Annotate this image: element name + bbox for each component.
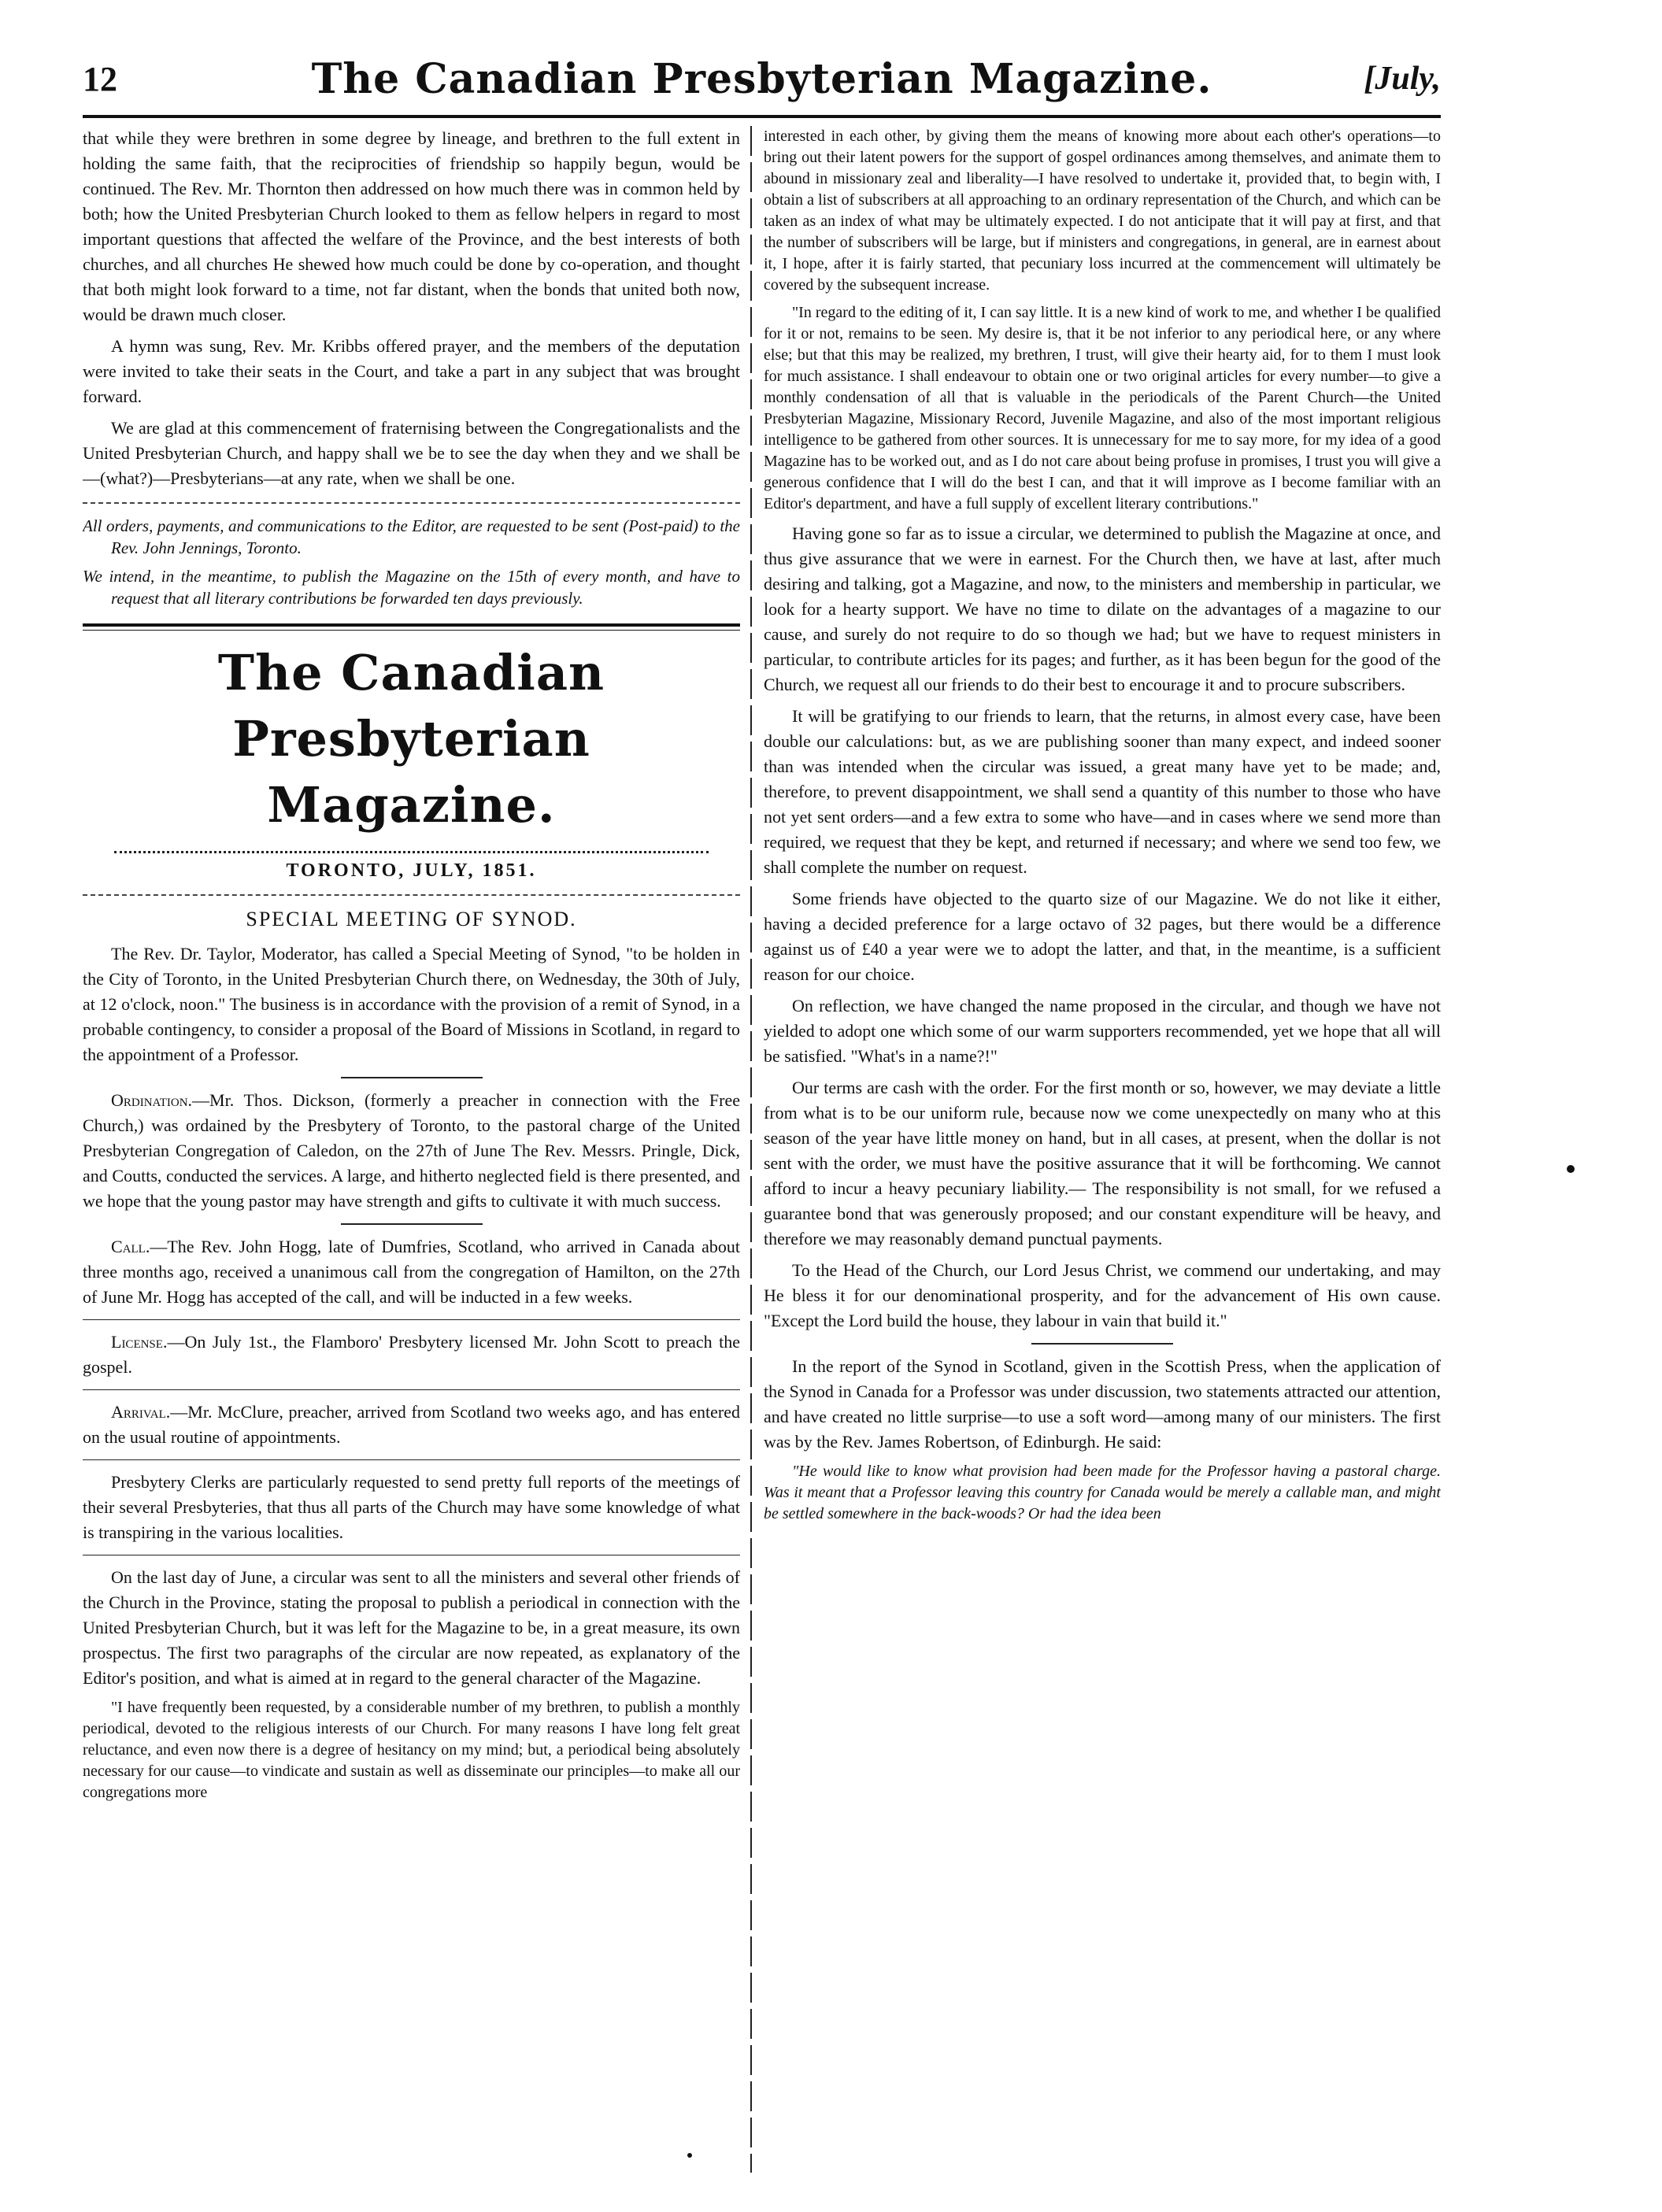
footer-mark — [687, 2153, 692, 2158]
thin-divider — [83, 1319, 740, 1320]
arrival-paragraph — [83, 1400, 740, 1450]
thin-divider — [83, 1459, 740, 1460]
text-columns — [83, 126, 1441, 2181]
dateline: TORONTO, JULY, 1851. — [286, 860, 537, 881]
ordination-paragraph — [83, 1088, 740, 1214]
ordination-lead: Ordination. — [111, 1090, 193, 1110]
right-paragraph-report: In the report of the Synod in Scotland, given in the Scottish Press, when the application of the Synod in Canada for a Professor was under discussion, two statements attracted our attention, and have created no little surprise—to use a soft word—among many of our ministers. The first was by the Rev. James Robertson, of Edinburgh. He said: — [764, 1356, 1441, 1452]
section-title: SPECIAL MEETING OF SYNOD. — [246, 908, 577, 930]
right-paragraph-circular: Having gone so far as to issue a circular, we determined to publish the Magazine at once, and thus give assurance that we were in earnest. For the Church then, we have at last, after much desiring and talking, got a Magazine, and now, to the ministers and membership in particular, we look for a hearty support. We have no time to dilate on the advantages of a magazine to our cause, and surely do not require to do so though we had; but we have to request ministers in particular, to contribute articles for its pages; and further, as it has been begun for the good of the Church, we request all our friends to do their best to encourage it and to procure subscribers. — [764, 523, 1441, 694]
right-paragraph-size: Some friends have objected to the quarto size of our Magazine. We do not like it either, having a decided preference for a large octavo of 32 pages, but there would be a difference against us of £40 a year were we to adopt the latter, and that, in the meantime, is a sufficient reason for our choice. — [764, 889, 1441, 984]
right-paragraph-returns: It will be gratifying to our friends to learn, that the returns, in almost every case, have been double our calculations: but, as we are publishing sooner than many expect, and indeed sooner than was intended when the circular was issued, a great many have yet to be made; and, therefore, to prevent disappointment, we shall send a quantity of this number to those who have not yet sent orders—and a few extra to some who have—and in cases where we send more than required, we request that they be kept, and returned if necessary; and where we send too few, we shall complete the number on request. — [764, 706, 1441, 877]
running-head — [83, 47, 1441, 110]
short-divider — [341, 1077, 483, 1078]
left-paragraph-continuation: that while they were brethren in some degree by lineage, and brethren to the full extent in holding the same faith, that the reciprocities of friendship so happily begun, would be continued. The Rev. Mr. Thornton then addressed on how much there was in common held by both; how the United Presbyterian Church looked to them as fellow helpers in regard to most important questions that affected the welfare of the Province, and the best interests of both churches, and all churches He shewed how much could be done by co-operation, and thought that both might look forward to a time, not far distant, when the bonds that united both now, would be drawn much closer. — [83, 128, 740, 324]
ordination-text: —Mr. Thos. Dickson, (formerly a preacher in connection with the Free Church,) was ordained by the Presbytery of Toronto, to the pastoral charge of the United Presbyterian Congregation of Caledon, on the 27th of June The Rev. Messrs. Pringle, Dick, and Coutts, conducted the services. A large, and hitherto neglected field is there presented, and we hope that the young pastor may have strength and gifts to cultivate it with much success. — [83, 1090, 740, 1211]
masthead-rule — [83, 623, 740, 631]
column-divider — [750, 126, 752, 2173]
dateline-rule — [83, 894, 740, 896]
masthead-title: The Canadian Presbyterian Magazine. — [217, 644, 605, 834]
right-paragraph-dedication: To the Head of the Church, our Lord Jesus Christ, we commend our undertaking, and may He bless it for our denominational prosperity, and for the advancement of His own cause. "Except the Lord build the house, they labour in vain that build it." — [764, 1260, 1441, 1330]
short-divider — [341, 1223, 483, 1225]
left-paragraph-hymn: A hymn was sung, Rev. Mr. Kribbs offered prayer, and the members of the deputation were invited to take their seats in the Court, and take a part in any subject that was brought forward. — [83, 336, 740, 406]
license-text: —On July 1st., the Flamboro' Presbytery licensed Mr. John Scott to preach the gospel. — [83, 1332, 740, 1377]
circular-quote: "I have frequently been requested, by a considerable number of my brethren, to publish a monthly periodical, devoted to the religious interests of our Church. For many reasons I have long felt great reluctance, and even now there is a degree of hesitancy on my mind; but, a periodical being absolutely necessary for our cause—to vindicate and sustain as well as disseminate our principles—to make all our congregations more — [83, 1699, 740, 1801]
masthead-ornament — [114, 842, 709, 853]
right-paragraph-terms: Our terms are cash with the order. For the first month or so, however, we may deviate a little from what is to be our uniform rule, because now we come unexpectedly on many who at this season of the year have little money on hand, but in all cases, at present, when the dollar is not sent with the order, we must have the positive assurance that it will be forthcoming. We cannot afford to incur a heavy pecuniary liability.— The responsibility is not small, for we refused a guarantee bond that was generously proposed; and our constant expenditure will be heavy, and therefore we may reasonably demand punctual payments. — [764, 1078, 1441, 1248]
call-lead: Call. — [111, 1237, 150, 1256]
arrival-text: —Mr. McClure, preacher, arrived from Scotland two weeks ago, and has entered on the usual routine of appointments. — [83, 1402, 740, 1447]
running-date: [July, — [1364, 61, 1441, 97]
editor-notice — [83, 515, 740, 609]
synod-paragraph: The Rev. Dr. Taylor, Moderator, has called a Special Meeting of Synod, "to be holden in the City of Toronto, in the United Presbyterian Church there, on Wednesday, the 30th of July, at 12 o'clock, noon." The business is in accordance with the provision of a remit of Synod, in a probable contingency, to consider a proposal of the Board of Missions in Scotland, in regard to the appointment of a Professor. — [83, 944, 740, 1064]
right-quote-editing: "In regard to the editing of it, I can say little. It is a new kind of work to me, and whether I be qualified for it or not, remains to be seen. My desire is, that it be not inferior to any periodical here, or any where else; but that this may be realized, my brethren, I trust, will give their hearty aid, for to them I must look for much assistance. I shall endeavour to obtain one or two original articles for every number—to give a monthly condensation of all that is valuable in the periodicals of the Parent Church—the United Presbyterian Magazine, Missionary Record, Juvenile Magazine, and also of the most important religious intelligence to be gathered from other sources. It is unnecessary for me to say more, for my idea of a good Magazine has to be worked out, and as I do not care about being profuse in promises, I trust you will give a generous confidence that I will do the best I can, and that it will improve as I become familiar with an Editor's department, and have a full supply of excellent literary contributions." — [764, 304, 1441, 512]
header-rule — [83, 115, 1441, 118]
left-column — [83, 126, 740, 2181]
notice-orders: All orders, payments, and communications to the Editor, are requested to be sent (Post-paid) to the Rev. John Jennings, Toronto. — [83, 516, 740, 557]
license-paragraph — [83, 1330, 740, 1380]
call-paragraph — [83, 1234, 740, 1310]
page-number: 12 — [83, 59, 117, 98]
right-quote-continuation: interested in each other, by giving them the means of knowing more about each other's operations—to bring out their latent powers for the support of gospel ordinances among themselves, and animate them to abound in missionary zeal and liberality—I have resolved to undertake it, provided that, to begin with, I obtain a list of subscribers at all approaching to an ordinary representation of the Church, and which can be taken as an index of what may be ultimately expected. I do not anticipate that it will pay at first, and that the number of subscribers will be large, but if ministers and congregations, in general, are in earnest about it, I hope, after it is fairly started, that pecuniary loss incurred at the commencement will ultimately be covered by the subsequent increase. — [764, 128, 1441, 294]
right-quote-robertson: "He would like to know what provision had been made for the Professor having a pastoral charge. Was it meant that a Professor leaving this country for Canada would be merely a callable man, and might be settled somewhere in the back-woods? Or had the idea been — [764, 1463, 1441, 1522]
license-lead: License. — [111, 1332, 168, 1352]
left-paragraph-fraternising: We are glad at this commencement of fraternising between the Congregationalists and the United Presbyterian Church, and happy shall we be to see the day when they and we shall be—(what?)—Presbyterians—at any rate, when we shall be one. — [83, 418, 740, 488]
magazine-page — [83, 47, 1441, 2188]
short-divider — [1031, 1343, 1173, 1345]
margin-mark — [1567, 1165, 1575, 1173]
thin-divider — [83, 1389, 740, 1390]
dotted-divider — [83, 502, 740, 504]
arrival-lead: Arrival. — [111, 1402, 171, 1422]
notice-publication: We intend, in the meantime, to publish the Magazine on the 15th of every month, and have to request that all literary contributions be forwarded ten days previously. — [83, 567, 740, 608]
call-text: —The Rev. John Hogg, late of Dumfries, Scotland, who arrived in Canada about three months ago, received a unanimous call from the congregation of Hamilton, on the 27th of June Mr. Hogg has accepted of the call, and will be inducted in a few weeks. — [83, 1237, 740, 1307]
clerks-paragraph: Presbytery Clerks are particularly requested to send pretty full reports of the meetings of their several Presbyteries, that thus all parts of the Church may have some knowledge of what is transpiring in the various localities. — [83, 1472, 740, 1542]
circular-paragraph: On the last day of June, a circular was sent to all the ministers and several other friends of the Church in the Province, stating the proposal to publish a periodical in connection with the United Presbyterian Church, but it was left for the Magazine to be, in a great measure, its own prospectus. The first two paragraphs of the circular are now repeated, as explanatory of the Editor's position, and what is aimed at in regard to the general character of the Magazine. — [83, 1567, 740, 1688]
right-column — [764, 126, 1441, 2181]
right-paragraph-name: On reflection, we have changed the name proposed in the circular, and though we have not yielded to adopt one which some of our warm supporters recommended, yet we hope that all will be satisfied. "What's in a name?!" — [764, 996, 1441, 1066]
running-title: The Canadian Presbyterian Magazine. — [311, 54, 1212, 103]
